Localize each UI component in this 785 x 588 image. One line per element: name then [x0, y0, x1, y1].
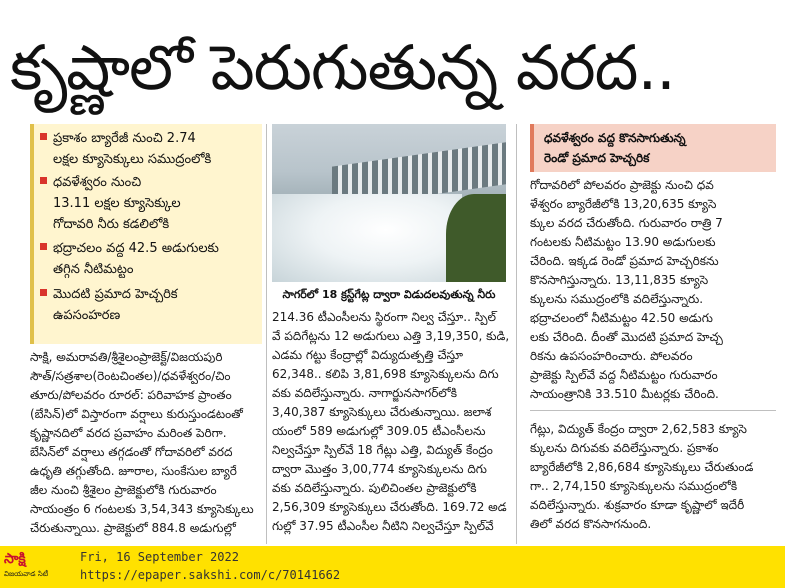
photo-caption: సాగర్‌లో 18 క్రస్ట్‌గేట్ల ద్వారా విడుదలవుతున్న నీరు [282, 288, 496, 301]
section-divider [530, 410, 776, 411]
article-line: భద్రాచలంలో నీటిమట్టం 42.50 అడుగు [530, 311, 713, 325]
bullet-square-icon [40, 243, 47, 250]
article-line: 2,56,309 క్యూసెక్కులు చేరుతోంది. 169.72 అడ [272, 500, 507, 514]
highlight-line: భద్రాచలం వద్ద 42.5 అడుగులకు [53, 241, 219, 256]
logo-edition: విజయవాడ సిటీ [4, 570, 49, 578]
article-line: వే పదిగేట్లను 12 అడుగులు ఎత్తి 3,19,350, కుడి, [272, 329, 510, 343]
alert-heading-line: రెండో ప్రమాద హెచ్చరిక [544, 151, 650, 165]
article-line: తూరు/పోలవరం రూరల్: పరివాహక ప్రాంతం [30, 388, 232, 402]
column-divider [266, 124, 267, 544]
article-line: క్కులను దిగువకు వదిలేస్తున్నారు. ప్రకాశం [530, 441, 719, 455]
article-line: సౌత్/సత్రశాల(రెంటచింతల)/ధవళేశ్వరం/చిం [30, 369, 231, 383]
highlight-line: ఉపసంహరణ [53, 308, 121, 323]
article-line: సాక్షి, అమరావతి/శ్రీశైలంప్రాజెక్ట్/విజయపురి [30, 350, 223, 364]
article-line: గేట్లు, విద్యుత్ కేంద్రం ద్వారా 2,62,583 క్యూసె [530, 422, 747, 436]
article-line: 214.36 టీఎంసీలను స్థిరంగా నిల్వ చేస్తూ.. స్పిల్ [272, 310, 497, 324]
article-line: 3,40,387 క్యూసెక్కులు చేరుతున్నాయి. జలాశ [272, 405, 492, 419]
article-line: బేసిన్‌లో వర్షాలు తగ్గడంతో గోదావరిలో వరద [30, 445, 233, 459]
highlight-item [40, 172, 258, 235]
article-line: వదిలేస్తున్నారు. శుక్రవారం కూడా కృష్ణాలో ఇదేరీ [530, 498, 745, 512]
article-line: చేరింది. ఇక్కడ రెండో ప్రమాద హెచ్చరికను [530, 254, 719, 268]
article-line: రికను ఉపసంహరించారు. పోలవరం [530, 349, 693, 363]
logo-name: సాక్షి [4, 551, 26, 567]
bullet-square-icon [40, 133, 47, 140]
highlight-line: లక్షల క్యూసెక్కులు సముద్రంలోకి [53, 152, 212, 167]
epaper-url[interactable]: https://epaper.sakshi.com/c/70141662 [80, 568, 341, 582]
article-line: గంటలకు నీటిమట్టం 13.90 అడుగులకు [530, 235, 716, 249]
article-line: బ్యారేజీలోకి 2,86,684 క్యూసెక్కులు చేరుతుండ [530, 460, 754, 474]
column-divider [516, 124, 517, 544]
article-line: క్కులను సముద్రంలోకి వదిలేస్తున్నారు. [530, 292, 704, 306]
bullet-square-icon [40, 289, 47, 296]
article-line: ఉధృతి తగ్గుతోంది. జూరాల, సుంకేసుల బ్యారే [30, 464, 237, 478]
article-line: వకు వదిలేస్తున్నారు. నాగార్జునసాగర్‌లోకి [272, 386, 457, 400]
footer-bar [0, 546, 785, 588]
alert-heading-line: ధవళేశ్వరం వద్ద కొనసాగుతున్న [544, 131, 686, 145]
dam-photo [272, 124, 506, 282]
alert-box [530, 124, 776, 172]
article-line: యంలో 589 అడుగుల్లో 309.05 టీఎంసీలను [272, 424, 486, 438]
article-line: ప్రాజెక్టు స్పిల్‌వే వద్ద నీటిమట్టం గురువారం [530, 368, 718, 382]
article-line: సాయంత్రం 6 గంటలకు 3,54,343 క్యూసెక్కులు [30, 502, 254, 516]
article-line: కృష్ణానదిలో వరద ప్రవాహం మరింత పెరిగా. [30, 426, 227, 440]
highlight-line: ధవళేశ్వరం నుంచి [53, 175, 142, 190]
publication-date: Fri, 16 September 2022 [80, 550, 239, 564]
article-line: గోదావరిలో పోలవరం ప్రాజెక్టు నుంచి ధవ [530, 178, 714, 192]
article-line: చేరుతున్నాయి. ప్రాజెక్టులో 884.8 అడుగుల్లో [30, 521, 236, 535]
highlight-line: 13.11 లక్షల క్యూసెక్కుల [53, 196, 181, 211]
highlight-item [40, 128, 258, 170]
article-line: గా.. 2,74,150 క్యూసెక్కులను సముద్రంలోకి [530, 479, 738, 493]
article-column-right-bottom [530, 420, 776, 534]
highlight-line: గోదావరి నీరు కడలిలోకి [53, 217, 170, 232]
hillside [446, 194, 506, 282]
highlight-item [40, 284, 258, 326]
article-column-left [30, 348, 258, 538]
sakshi-logo [4, 550, 70, 584]
article-line: ళేశ్వరం బ్యారేజీలోకి 13,20,635 క్యూసె [530, 197, 717, 211]
article-line: క్కుల వరద చేరుతోంది. గురువారం రాత్రి 7 [530, 216, 723, 230]
article-line: జీల నుంచి శ్రీశైలం ప్రాజెక్టులోకి గురువారం [30, 483, 217, 497]
headline: కృష్ణాలో పెరుగుతున్న వరద.. [10, 31, 675, 104]
article-line: ఎడమ గట్టు కేంద్రాల్లో విద్యుదుత్పత్తి చేస్తూ [272, 348, 463, 362]
article-line: నిల్వచేస్తూ స్పిల్‌వే 18 గేట్లు ఎత్తి, విద్యుత్ కేంద్రం [272, 443, 493, 457]
article-line: తిలో వరద కొనసాగనుంది. [530, 517, 652, 531]
article-line: కొనసాగిస్తున్నారు. 13,11,835 క్యూసె [530, 273, 709, 287]
article-line: ద్వారా మొత్తం 3,00,774 క్యూసెక్కులను దిగు [272, 462, 487, 476]
article-line: (బేసిన్)లో విస్తారంగా వర్షాలు కురుస్తుండటంతో [30, 407, 243, 421]
article-column-middle [272, 308, 512, 536]
highlight-line: తగ్గిన నీటిమట్టం [53, 262, 134, 277]
highlights-box [30, 124, 262, 344]
article-line: 62,348.. కలిపి 3,81,698 క్యూసెక్కులను దిగు [272, 367, 499, 381]
article-line: వకు వదిలేస్తున్నారు. పులిచింతల ప్రాజెక్టులోకి [272, 481, 477, 495]
water-spray [272, 194, 462, 282]
article-line: గుల్లో 37.95 టీఎంసీల నీటిని నిల్వచేస్తూ స్పిల్‌వే [272, 519, 494, 533]
highlight-line: ప్రకాశం బ్యారేజీ నుంచి 2.74 [53, 131, 196, 146]
highlight-item [40, 238, 258, 280]
highlight-line: మొదటి ప్రమాద హెచ్చరిక [53, 287, 178, 302]
article-column-right-top [530, 176, 776, 404]
article-line: సాయంత్రానికి 33.510 మీటర్లకు చేరింది. [530, 387, 719, 401]
article-line: లకు చేరింది. దీంతో మొదటి ప్రమాద హెచ్చ [530, 330, 723, 344]
bullet-square-icon [40, 177, 47, 184]
